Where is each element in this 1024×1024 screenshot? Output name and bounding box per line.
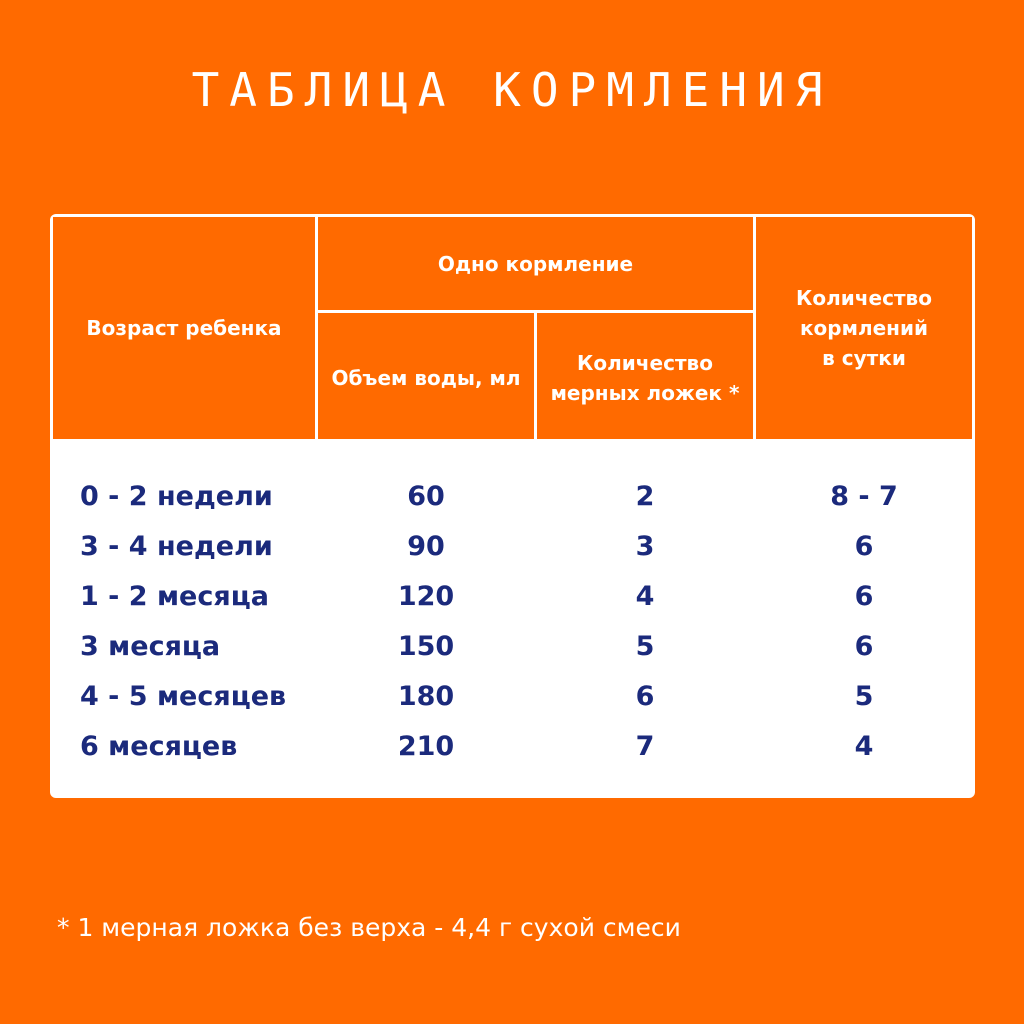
feeding-table (50, 214, 975, 798)
feedings-cell: 4 (854, 731, 874, 762)
page-title: ТАБЛИЦА КОРМЛЕНИЯ (191, 63, 833, 117)
header-one-feeding-label: Одно кормление (437, 251, 634, 276)
header-feedings-per-day (756, 217, 972, 439)
feedings-cell: 8 - 7 (830, 481, 898, 512)
header-feedings-per-day-label: Количество кормлений в сутки (796, 286, 932, 370)
spoons-cell: 7 (635, 731, 655, 762)
age-cell: 6 месяцев (80, 731, 238, 762)
table-row (50, 472, 975, 522)
table-row (50, 622, 975, 672)
table-body (50, 472, 975, 772)
age-cell: 3 месяца (80, 631, 221, 662)
spoons-cell: 4 (635, 581, 655, 612)
header-spoons-label: Количество мерных ложек * (550, 351, 740, 405)
volume-cell: 180 (397, 681, 455, 712)
table-row (50, 672, 975, 722)
volume-cell: 150 (397, 631, 455, 662)
feedings-cell: 6 (854, 581, 874, 612)
spoons-cell: 5 (635, 631, 655, 662)
header-one-feeding (318, 217, 753, 310)
age-cell: 1 - 2 месяца (80, 581, 269, 612)
age-cell: 0 - 2 недели (80, 481, 273, 512)
feedings-cell: 6 (854, 631, 874, 662)
volume-cell: 60 (407, 481, 445, 512)
table-header (50, 214, 975, 442)
spoons-cell: 3 (635, 531, 655, 562)
header-age (53, 217, 315, 439)
header-water-volume-label: Объем воды, мл (331, 366, 521, 390)
volume-cell: 90 (407, 531, 445, 562)
spoons-cell: 6 (635, 681, 655, 712)
table-row (50, 722, 975, 772)
feedings-cell: 6 (854, 531, 874, 562)
spoons-cell: 2 (635, 481, 655, 512)
table-row (50, 522, 975, 572)
volume-cell: 120 (397, 581, 455, 612)
age-cell: 3 - 4 недели (80, 531, 273, 562)
age-cell: 4 - 5 месяцев (80, 681, 287, 712)
footnote: * 1 мерная ложка без верха - 4,4 г сухой смеси (57, 913, 681, 942)
header-water-volume (318, 313, 534, 439)
header-age-label: Возраст ребенка (86, 316, 282, 340)
feedings-cell: 5 (854, 681, 874, 712)
header-spoons (537, 313, 753, 439)
volume-cell: 210 (397, 731, 455, 762)
table-row (50, 572, 975, 622)
